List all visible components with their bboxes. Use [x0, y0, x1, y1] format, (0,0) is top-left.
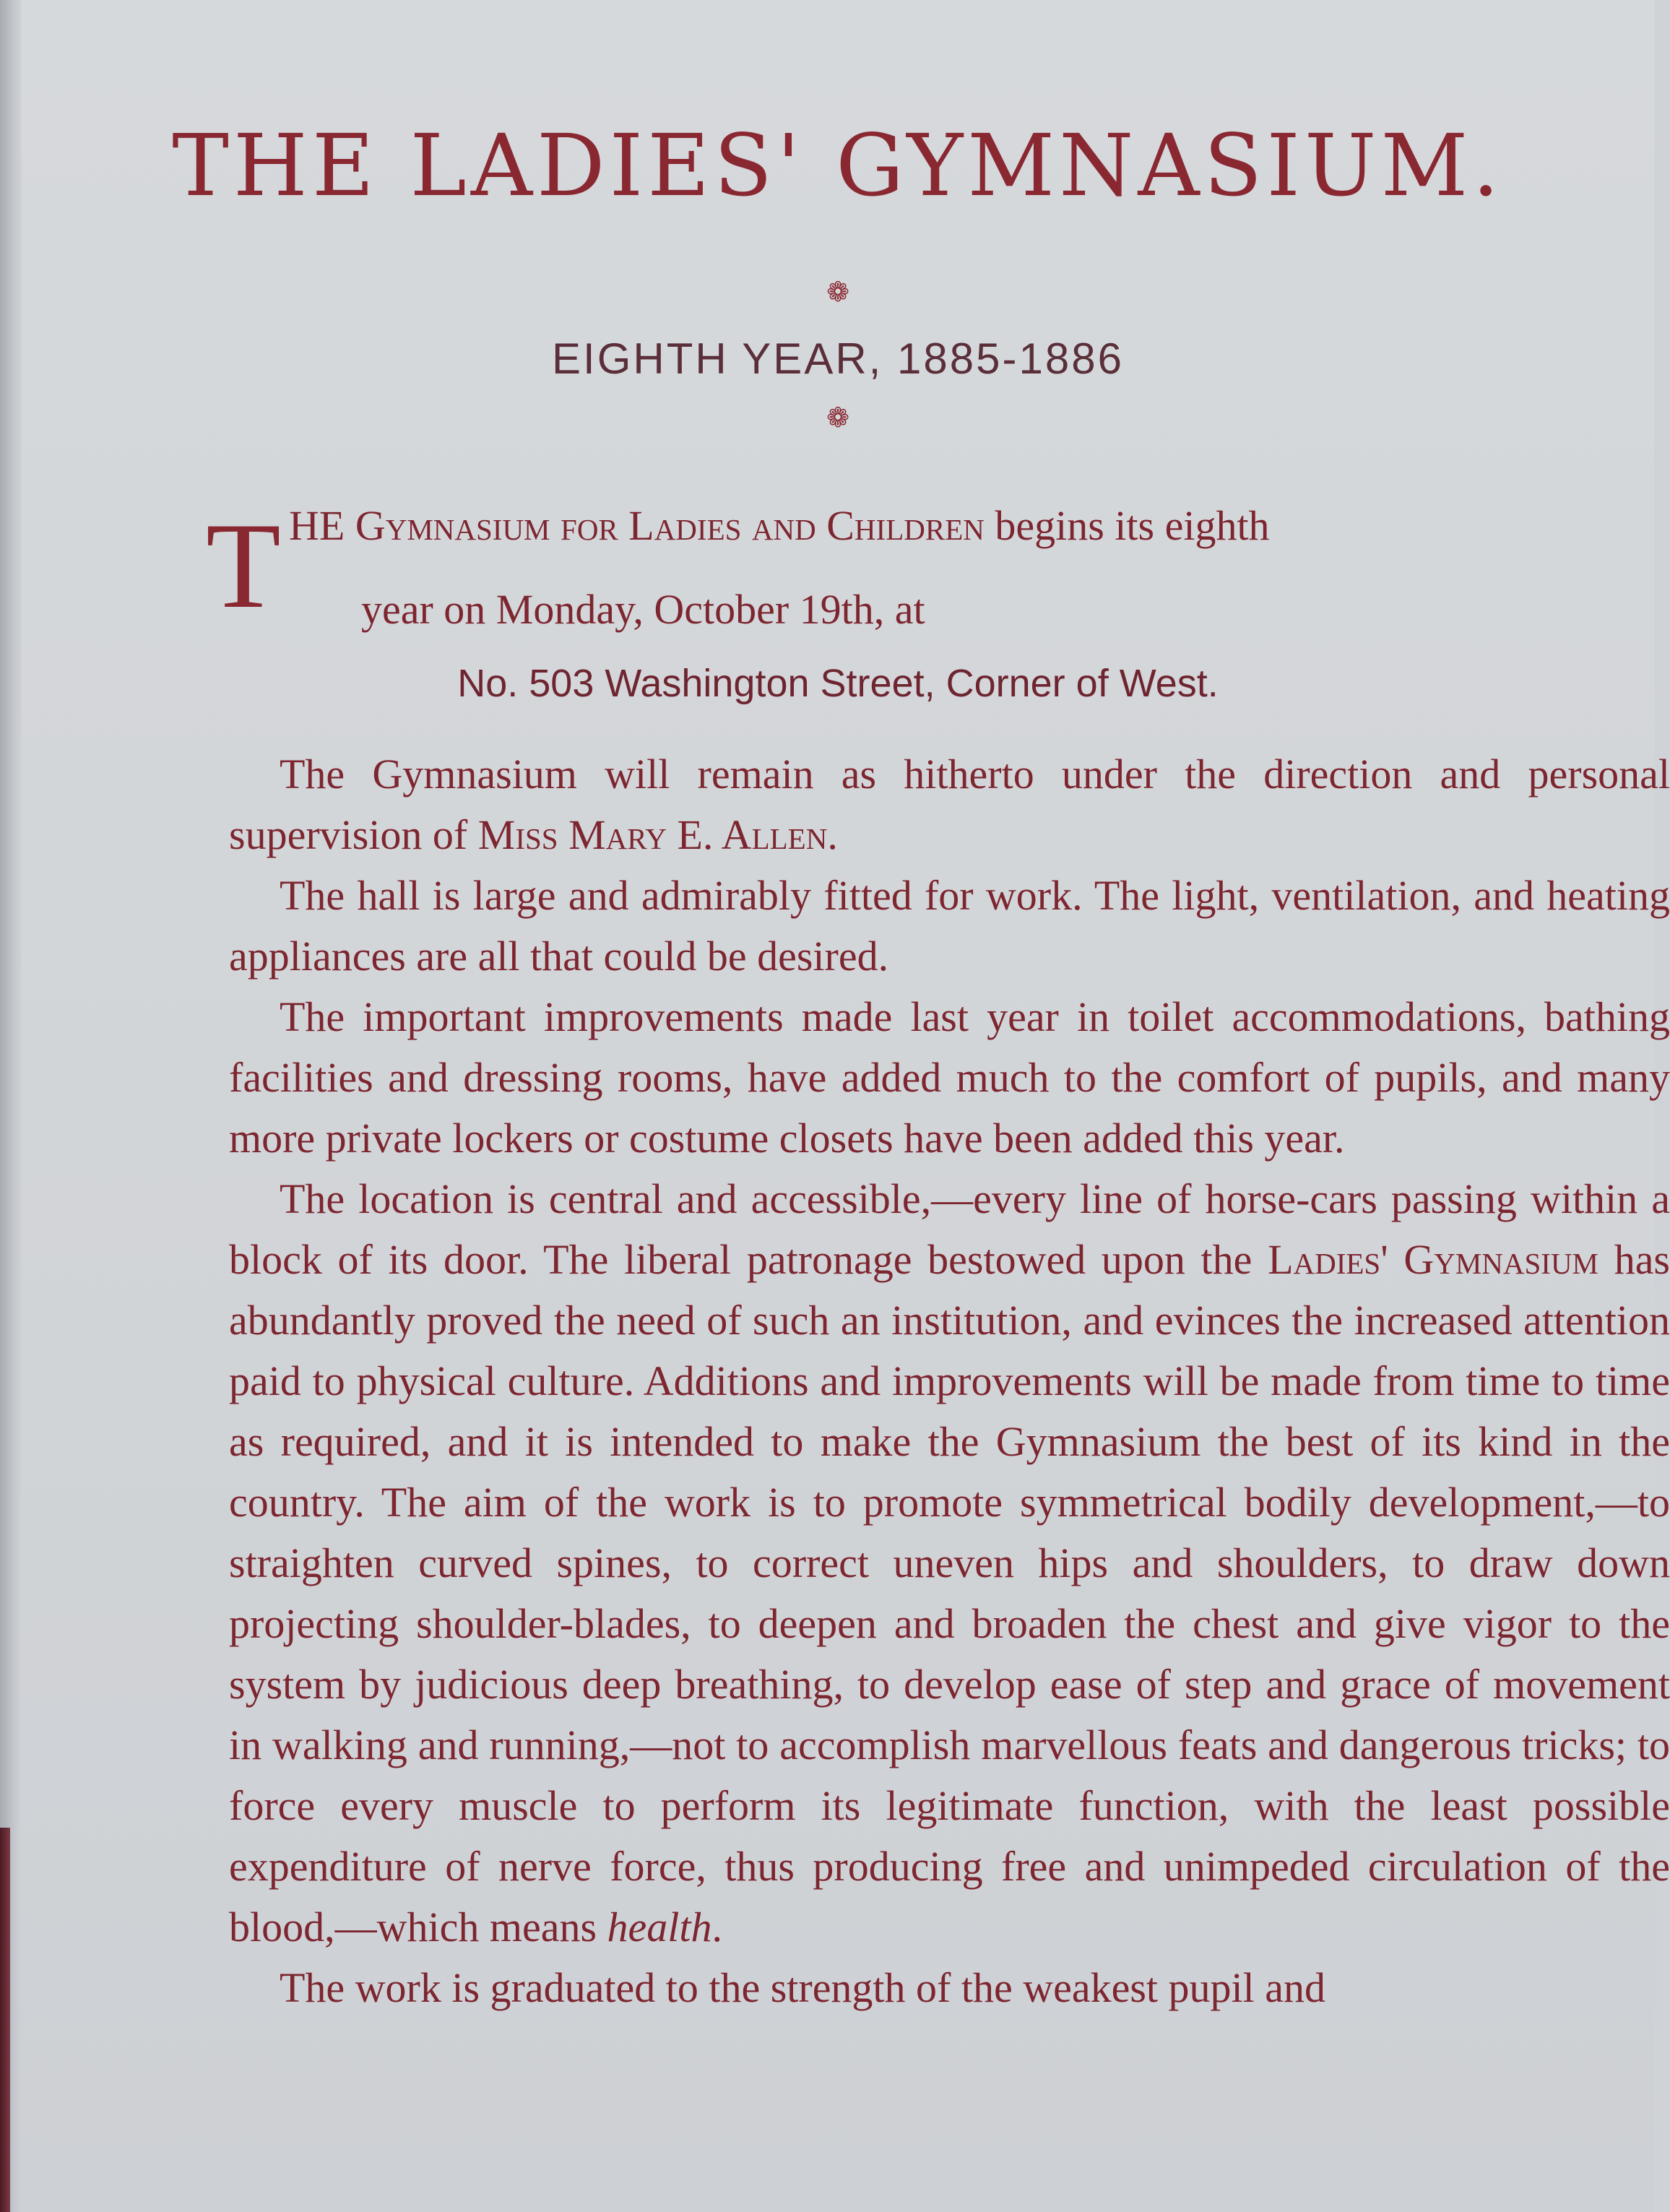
lead-line-1-start: HE	[289, 502, 345, 549]
paragraph-improvements: The important improvements made last year in toilet accommodations, bathing facilities and dressing rooms, have added much to the comfort of pupils, and many more private lockers or costume closets have been added this year.	[229, 993, 1670, 1162]
director-name: Miss Mary E. Allen	[477, 811, 828, 858]
paragraph-hall: The hall is large and admirably fitted for work. The light, ventilation, and heating appliances are all that could be desired.	[229, 872, 1670, 980]
document-subtitle: EIGHTH YEAR, 1885-1886	[552, 334, 1124, 383]
paragraph-location-body: has abundantly proved the need of such an institution, and evinces the increased attention paid to physical culture. Additions and improvements will be made from time to time as required, and it is intended to make the Gymnasium the best of its kind in the country. The aim of the work is to promote symmetrical bodily development,—to straighten curved spines, to correct uneven hips and shoulders, to draw down projecting shoulder-blades, to deepen and broaden the chest and give vigor to the system by judicious deep breathing, to develop ease of step and grace of movement in walking and running,—not to accomplish marvellous feats and dangerous tricks; to force every muscle to perform its legitimate function, with the least possible expenditure of nerve force, thus producing free and unimpeded circulation of the blood,—which means	[229, 1236, 1670, 1950]
paragraph-direction-end: .	[827, 811, 838, 858]
document-page	[22, 0, 1670, 2212]
ornament-top-icon: ❁	[826, 276, 849, 308]
address-line: No. 503 Washington Street, Corner of West.	[457, 662, 1219, 705]
body-paragraphs	[229, 744, 1670, 2011]
health-emphasis: health	[607, 1904, 712, 1950]
ornament-bottom-icon: ❁	[826, 402, 849, 433]
paragraph-location-end: .	[711, 1904, 723, 1950]
paragraph-direction	[229, 744, 1670, 865]
gymnasium-name: Ladies' Gymnasium	[1268, 1236, 1599, 1283]
lead-line-2: year on Monday, October 19th, at	[361, 586, 925, 633]
paragraph-location-text: The location is central and accessible,—every line of horse-cars passing within a block of its door. The liberal patronage bestowed upon the	[229, 1175, 1670, 1283]
document-title: THE LADIES' GYMNASIUM.	[172, 116, 1504, 215]
paragraph-graduated: The work is graduated to the strength of the weakest pupil and	[280, 1964, 1325, 2011]
lead-line-1-end: begins its eighth	[995, 502, 1270, 549]
lead-line-1-smallcaps: Gymnasium for Ladies and Children	[355, 502, 985, 549]
lead-line-1	[289, 496, 1270, 556]
binding-edge	[0, 1828, 10, 2212]
paragraph-location	[229, 1169, 1670, 1958]
paragraph-direction-text: The Gymnasium will remain as hitherto under the direction and personal supervision of	[229, 751, 1670, 858]
drop-cap: T	[206, 498, 281, 634]
